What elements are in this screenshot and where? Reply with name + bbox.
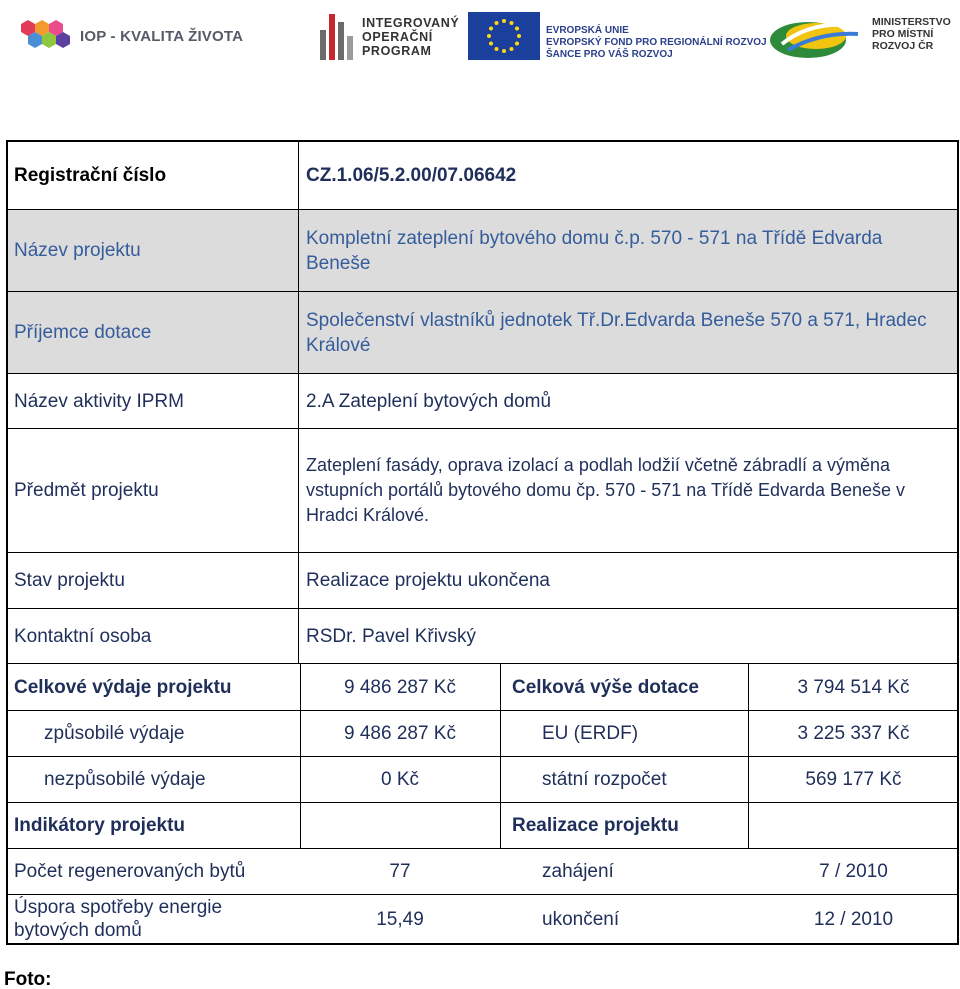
iopr-logo-text: INTEGROVANÝ OPERAČNÍ PROGRAM bbox=[362, 16, 460, 58]
row-contact bbox=[8, 609, 957, 664]
recipient-label: Příjemce dotace bbox=[14, 322, 152, 343]
total-subsidy-value: 3 794 514 Kč bbox=[797, 676, 910, 698]
eu-flag-icon bbox=[468, 12, 540, 60]
row-finance-ineligible bbox=[8, 757, 957, 803]
eligible-expenses-value: 9 486 287 Kč bbox=[344, 723, 456, 744]
row-project-name bbox=[8, 210, 957, 292]
ineligible-expenses-value: 0 Kč bbox=[380, 769, 420, 790]
registration-value: CZ.1.06/5.2.00/07.06642 bbox=[306, 165, 517, 186]
total-expenses-label: Celkové výdaje projektu bbox=[14, 676, 232, 698]
project-name-label: Název projektu bbox=[14, 240, 141, 261]
row-registration bbox=[8, 142, 957, 210]
state-budget-value: 569 177 Kč bbox=[805, 769, 902, 790]
flats-value: 77 bbox=[389, 861, 411, 882]
foto-label: Foto: bbox=[4, 969, 52, 989]
row-subject bbox=[8, 429, 957, 553]
energy-value: 15,49 bbox=[376, 908, 424, 930]
mmr-emblem-icon bbox=[768, 14, 862, 62]
eu-erdf-label: EU (ERDF) bbox=[542, 723, 639, 744]
subject-label: Předmět projektu bbox=[14, 480, 159, 501]
ineligible-expenses-label: nezpůsobilé výdaje bbox=[44, 769, 206, 790]
row-finance-total bbox=[8, 664, 957, 711]
row-flats bbox=[8, 849, 957, 895]
registration-label: Registrační číslo bbox=[14, 165, 167, 186]
eu-erdf-value: 3 225 337 Kč bbox=[797, 723, 910, 744]
start-label: zahájení bbox=[542, 861, 614, 882]
start-value: 7 / 2010 bbox=[819, 861, 888, 882]
end-label: ukončení bbox=[542, 908, 620, 930]
hexagon-cluster-icon bbox=[18, 18, 74, 56]
total-subsidy-label: Celková výše dotace bbox=[512, 676, 699, 698]
subject-value: Zateplení fasády, oprava izolací a podlah lodžií včetně zábradlí a výměna vstupních portálů bytového domu čp. 570 - 571 na Třídě Edvarda Beneše v Hradci Králové. bbox=[306, 455, 906, 525]
eligible-expenses-label: způsobilé výdaje bbox=[44, 723, 185, 744]
implementation-header: Realizace projektu bbox=[512, 815, 679, 836]
row-recipient bbox=[8, 292, 957, 374]
state-budget-label: státní rozpočet bbox=[542, 769, 667, 790]
end-value: 12 / 2010 bbox=[813, 908, 894, 930]
project-name-value: Kompletní zateplení bytového domu č.p. 570 - 571 na Třídě Edvarda Beneše bbox=[306, 227, 883, 274]
contact-label: Kontaktní osoba bbox=[14, 625, 152, 647]
row-energy bbox=[8, 895, 957, 943]
contact-value: RSDr. Pavel Křivský bbox=[306, 625, 476, 647]
row-finance-eligible bbox=[8, 711, 957, 757]
mmr-logo-text: MINISTERSTVO PRO MÍSTNÍ ROZVOJ ČR bbox=[872, 16, 951, 52]
row-status bbox=[8, 553, 957, 609]
activity-label: Název aktivity IPRM bbox=[14, 390, 184, 412]
flats-label: Počet regenerovaných bytů bbox=[14, 861, 246, 882]
row-indicators-header bbox=[8, 803, 957, 849]
indicators-header: Indikátory projektu bbox=[14, 815, 186, 836]
eu-logo-text: EVROPSKÁ UNIE EVROPSKÝ FOND PRO REGIONÁLNÍ ROZVOJ ŠANCE PRO VÁŠ ROZVOJ bbox=[546, 25, 767, 60]
activity-value: 2.A Zateplení bytových domů bbox=[306, 390, 552, 412]
status-value: Realizace projektu ukončena bbox=[306, 570, 550, 591]
project-info-table bbox=[6, 140, 959, 945]
iop-logo-text: IOP - KVALITA ŽIVOTA bbox=[80, 28, 244, 45]
row-activity bbox=[8, 374, 957, 429]
energy-label: Úspora spotřeby energie bytových domů bbox=[14, 897, 223, 941]
total-expenses-value: 9 486 287 Kč bbox=[344, 676, 456, 698]
recipient-value: Společenství vlastníků jednotek Tř.Dr.Edvarda Beneše 570 a 571, Hradec Králové bbox=[306, 309, 927, 356]
logo-strip bbox=[0, 0, 960, 80]
status-label: Stav projektu bbox=[14, 570, 125, 591]
iopr-bars-icon bbox=[318, 10, 358, 62]
